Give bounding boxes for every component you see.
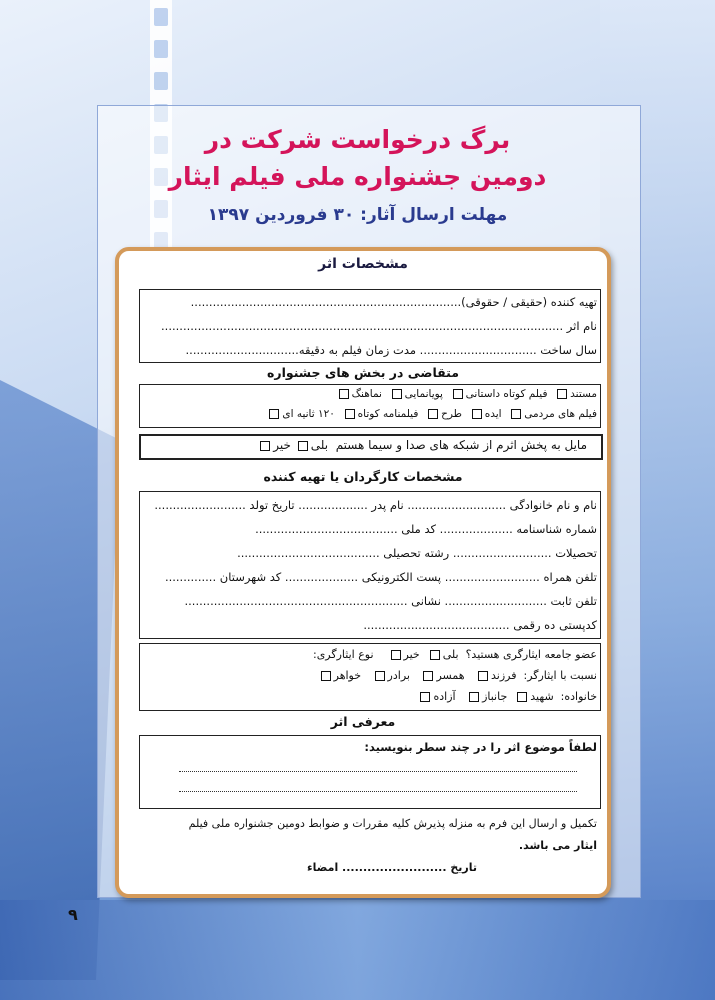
checkbox-documentary[interactable] [557,389,567,399]
section-short-screenplay: فیلمنامه کوتاه [357,408,419,420]
isar-question: عضو جامعه ایثارگری هستید؟ [465,648,597,661]
family-veteran: جانباز [482,690,508,703]
checkbox-broadcast-yes[interactable] [298,441,308,451]
producer-field[interactable]: تهیه کننده (حقیقی / حقوقی).......................................................................... [190,295,597,309]
checkbox-isar-yes[interactable] [430,650,440,660]
isar-yes-label: بلی [442,648,459,661]
checkbox-public-films[interactable] [511,409,521,419]
section-idea: ایده [484,408,502,420]
checkbox-short-fiction[interactable] [453,389,463,399]
intro-text-line2[interactable] [179,781,577,792]
acceptance-note-line1: تکمیل و ارسال این فرم به منزله پذیرش کلیه مقررات و ضوابط دومین جشنواره ملی فیلم [188,817,597,830]
page-number: ۹ [68,905,78,924]
relation-brother: برادر [387,669,410,682]
relation-label: نسبت با ایثارگر: [523,669,597,682]
section-public-films: فیلم های مردمی [524,408,597,420]
checkbox-120-seconds[interactable] [269,409,279,419]
family-label: خانواده: [560,690,597,703]
section-short-fiction: فیلم کوتاه داستانی [465,388,548,400]
id-nationalcode-field[interactable]: شماره شناسنامه .................... کد ملی ....................................... [255,522,597,536]
relation-spouse: همسر [436,669,465,682]
director-heading: مشخصات کارگردان یا تهیه کننده [263,469,463,484]
phone-address-field[interactable]: تلفن ثابت ............................ نشانی ............................................................. [184,594,597,608]
broadcast-yes-label: بلی [310,438,329,452]
checkbox-relation-child[interactable] [478,671,488,681]
year-duration-field[interactable]: سال ساخت ................................ مدت زمان فیلم به دقیقه............................... [185,343,597,357]
checkbox-relation-sister[interactable] [321,671,331,681]
checkbox-isar-no[interactable] [391,650,401,660]
relation-child: فرزند [491,669,517,682]
work-details-heading: مشخصات اثر [318,256,408,272]
intro-heading: معرفی اثر [330,714,396,729]
date-signature-field[interactable]: تاریخ ......................... امضاء [307,861,477,874]
checkbox-family-veteran[interactable] [469,692,479,702]
intro-text-line1[interactable] [179,761,577,772]
checkbox-family-freed[interactable] [420,692,430,702]
sections-row1 [336,388,597,400]
mobile-email-city-field[interactable]: تلفن همراه .......................... پست الکترونیکی .................... کد شهرستان .............. [164,570,597,584]
checkbox-relation-brother[interactable] [375,671,385,681]
family-freed: آزاده [433,690,456,703]
relation-sister: خواهر [333,669,362,682]
checkbox-short-screenplay[interactable] [345,409,355,419]
section-120-seconds: ۱۲۰ ثانیه ای [282,408,335,420]
intro-prompt: لطفاً موضوع اثر را در چند سطر بنویسید: [364,740,597,754]
work-name-field[interactable]: نام اثر .............................................................................................................. [161,319,597,333]
isar-row3 [417,690,597,703]
broadcast-no-label: خیر [273,438,291,452]
form-title-line1: برگ درخواست شرکت در [204,125,511,154]
checkbox-broadcast-no[interactable] [260,441,270,451]
sections-heading: متقاضی در بخش های جشنواره [267,365,459,380]
education-field[interactable]: تحصیلات ........................... رشته تحصیلی ....................................... [237,546,597,560]
section-animation: پویانمایی [404,388,443,400]
section-plan: طرح [441,408,462,420]
family-martyr: شهید [530,690,554,703]
acceptance-note-line2: ایثار می باشد. [518,839,597,852]
isar-no-label: خیر [403,648,420,661]
name-father-birth-field[interactable]: نام و نام خانوادگی ........................... نام پدر ................... تاریخ تولد ......................... [154,498,597,512]
isar-row1 [313,648,597,661]
isar-type-label: نوع ایثارگری: [312,648,374,661]
director-box [139,491,601,639]
application-form [115,247,611,898]
checkbox-animation[interactable] [392,389,402,399]
broadcast-row [257,438,587,452]
checkbox-family-martyr[interactable] [517,692,527,702]
isar-row2 [318,669,597,682]
checkbox-relation-spouse[interactable] [423,671,433,681]
form-title-line2: دومین جشنواره ملی فیلم ایثار [168,162,547,191]
submission-deadline: مهلت ارسال آثار: ۳۰ فروردین ۱۳۹۷ [207,205,508,225]
checkbox-plan[interactable] [428,409,438,419]
broadcast-question: مایل به پخش اثرم از شبکه های صدا و سیما هستم [335,438,587,452]
decorative-shape-bottom [0,900,715,1000]
postal-code-field[interactable]: کدپستی ده رقمی ........................................ [363,618,597,632]
section-documentary: مستند [570,388,597,400]
checkbox-music-video[interactable] [339,389,349,399]
checkbox-idea[interactable] [472,409,482,419]
section-music-video: نماهنگ [351,388,382,400]
sections-row2 [266,408,597,420]
